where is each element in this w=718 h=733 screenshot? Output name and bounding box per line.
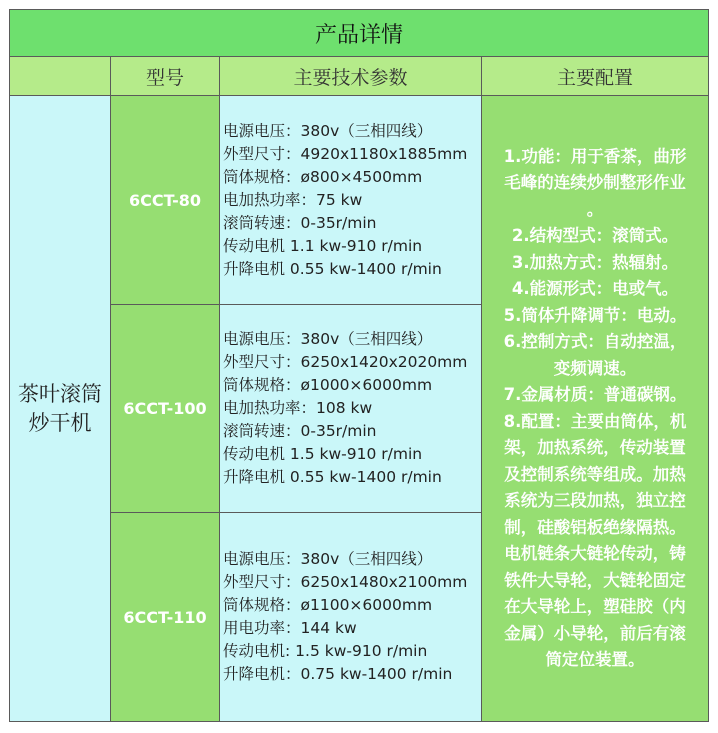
param-line: 电加热功率：108 kw bbox=[223, 399, 373, 417]
param-line: 筒体规格：ø1000×6000mm bbox=[223, 376, 433, 394]
param-line: 滚筒转速：0-35r/min bbox=[223, 213, 377, 232]
header-model: 型号 bbox=[111, 57, 220, 96]
params-cell bbox=[220, 96, 482, 305]
param-line: 升降电机：0.75 kw-1400 r/min bbox=[223, 665, 453, 683]
config-line: 2.结构型式：滚筒式。 bbox=[511, 226, 679, 245]
config-line: 筒定位装置。 bbox=[545, 650, 645, 669]
config-line: 在大导轮上，塑硅胶（内 bbox=[504, 597, 686, 616]
table-row bbox=[10, 96, 709, 305]
config-line: 毛峰的连续炒制整形作业 bbox=[504, 173, 686, 192]
config-line: 6.控制方式：自动控温， bbox=[503, 332, 687, 351]
param-line: 筒体规格：ø1100×6000mm bbox=[223, 596, 433, 614]
param-line: 电源电压：380v（三相四线） bbox=[223, 121, 433, 140]
title-row bbox=[10, 10, 709, 57]
param-line: 传动电机: 1.5 kw-910 r/min bbox=[223, 642, 428, 660]
product-name-cell bbox=[10, 96, 111, 722]
model-cell: 6CCT-110 bbox=[111, 513, 220, 722]
params-cell bbox=[220, 513, 482, 722]
param-line: 传动电机 1.5 kw-910 r/min bbox=[223, 445, 423, 463]
config-line: 8.配置：主要由筒体，机 bbox=[503, 411, 687, 431]
param-line: 传动电机 1.1 kw-910 r/min bbox=[223, 236, 423, 255]
param-line: 电源电压：380v（三相四线） bbox=[223, 330, 433, 348]
param-line: 电源电压：380v（三相四线） bbox=[223, 550, 433, 568]
config-line: 电机链条大链轮传动，铸 bbox=[504, 544, 686, 563]
config-line: 3.加热方式：热辐射。 bbox=[511, 252, 679, 272]
header-config: 主要配置 bbox=[482, 57, 709, 96]
config-line: 金属）小导轮，前后有滚 bbox=[504, 623, 686, 643]
param-line: 外型尺寸：6250x1420x2020mm bbox=[223, 353, 468, 371]
param-line: 滚筒转速：0-35r/min bbox=[223, 422, 377, 440]
params-cell bbox=[220, 305, 482, 513]
model-cell: 6CCT-100 bbox=[111, 305, 220, 513]
header-params: 主要技术参数 bbox=[220, 57, 482, 96]
param-line: 外型尺寸：4920x1180x1885mm bbox=[223, 144, 468, 163]
config-line: 。 bbox=[586, 199, 604, 219]
header-row bbox=[10, 57, 709, 96]
product-name-line: 炒干机 bbox=[28, 410, 92, 435]
config-line: 4.能源形式：电或气。 bbox=[511, 279, 679, 298]
config-line: 1.功能：用于香茶，曲形 bbox=[503, 146, 687, 166]
config-line: 系统为三段加热，独立控 bbox=[504, 491, 686, 510]
config-line: 铁件大导轮，大链轮固定 bbox=[504, 570, 686, 590]
product-spec-table bbox=[9, 9, 709, 722]
header-blank-cell bbox=[10, 57, 111, 96]
config-cell bbox=[482, 96, 709, 722]
config-line: 5.筒体升降调节：电动。 bbox=[503, 305, 687, 325]
param-line: 升降电机 0.55 kw-1400 r/min bbox=[223, 259, 442, 278]
config-line: 制，硅酸铝板绝缘隔热。 bbox=[504, 517, 686, 537]
param-line: 筒体规格：ø800×4500mm bbox=[223, 167, 423, 186]
product-name-line: 茶叶滚筒 bbox=[18, 381, 102, 406]
config-line: 架，加热系统，传动装置 bbox=[504, 438, 686, 457]
model-cell: 6CCT-80 bbox=[111, 96, 220, 305]
param-line: 电加热功率：75 kw bbox=[223, 190, 363, 209]
param-line: 外型尺寸：6250x1480x2100mm bbox=[223, 573, 468, 591]
param-line: 用电功率：144 kw bbox=[223, 619, 357, 637]
config-line: 变频调速。 bbox=[553, 358, 637, 378]
config-line: 7.金属材质：普通碳钢。 bbox=[503, 385, 687, 404]
config-line: 及控制系统等组成。加热 bbox=[504, 464, 686, 484]
param-line: 升降电机 0.55 kw-1400 r/min bbox=[223, 468, 442, 486]
table-title: 产品详情 bbox=[10, 10, 709, 57]
